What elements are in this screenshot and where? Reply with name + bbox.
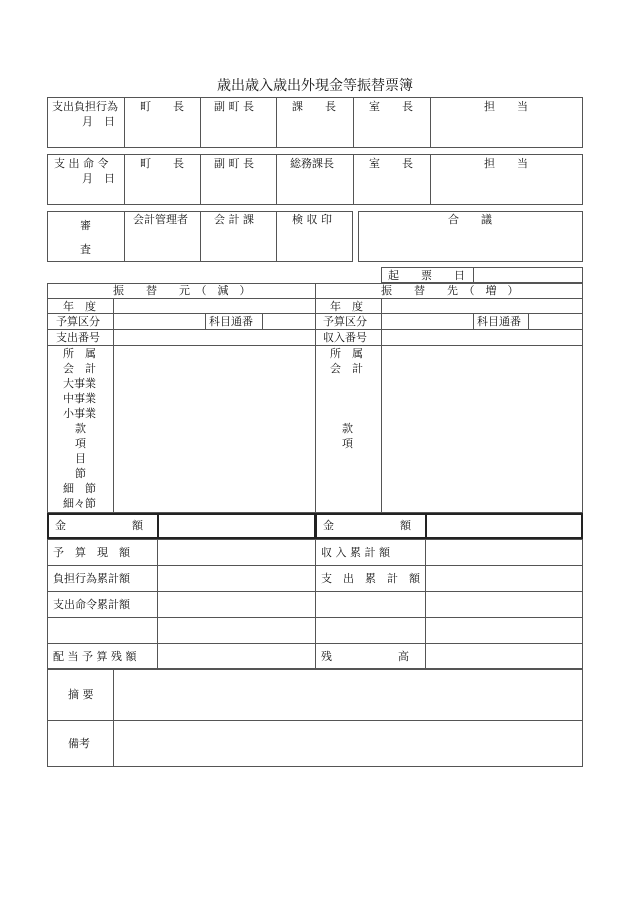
remarks-field[interactable] — [114, 721, 582, 766]
approval2-col-mayor: 町 長 — [140, 157, 184, 170]
audit-col-accounting-manager: 会計管理者 — [133, 213, 188, 226]
left-item-kan: 款 — [75, 422, 86, 435]
summary-label: 摘 要 — [68, 688, 94, 701]
transfer-destination-header: 振 替 先 （ 増 ） — [381, 284, 519, 297]
approval2-col-office-chief: 室 長 — [369, 157, 413, 170]
approval1-date-label: 月 日 — [82, 115, 115, 128]
left-item-account: 会 計 — [63, 362, 96, 375]
right-revenue-no-label: 収入番号 — [323, 331, 367, 344]
issue-date-field[interactable] — [474, 268, 582, 282]
left-item-affiliation: 所 属 — [63, 347, 96, 360]
right-subject-no-label: 科目通番 — [477, 315, 521, 328]
approval1-label: 支出負担行為 — [52, 100, 118, 113]
left-expense-no-label: 支出番号 — [56, 331, 100, 344]
budget-current-label: 予 算 現 額 — [53, 546, 130, 559]
payment-order-total-label: 支出命令累計額 — [53, 598, 130, 611]
left-item-mid-project: 中事業 — [63, 392, 96, 405]
approval1-col-office-chief: 室 長 — [369, 100, 413, 113]
form-title: 歳出歳入歳出外現金等振替票簿 — [217, 78, 413, 94]
left-budget-label: 予算区分 — [56, 315, 100, 328]
summary-field[interactable] — [114, 670, 582, 720]
right-year-label: 年 度 — [330, 300, 363, 313]
audit-col-accounting-section: 会 計 課 — [214, 213, 254, 226]
left-subject-no-label: 科目通番 — [209, 315, 253, 328]
left-item-setsu: 節 — [75, 467, 86, 480]
commitment-total-label: 負担行為累計額 — [53, 572, 130, 585]
left-item-minor-project: 小事業 — [63, 407, 96, 420]
approval2-col-vice-mayor: 副 町 長 — [214, 157, 254, 170]
amount-left-label: 金 額 — [55, 519, 143, 532]
approval1-col-vice-mayor: 副 町 長 — [214, 100, 254, 113]
audit-col-inspection-seal: 検 収 印 — [292, 213, 332, 226]
remarks-label: 備考 — [68, 737, 90, 750]
left-year-label: 年 度 — [63, 300, 96, 313]
approval2-label: 支 出 命 令 — [54, 157, 109, 170]
transfer-source-header: 振 替 元 （ 減 ） — [113, 284, 251, 297]
approval2-col-general-affairs: 総務課長 — [290, 157, 334, 170]
right-item-account: 会 計 — [330, 362, 363, 375]
revenue-total-label: 収 入 累 計 額 — [321, 546, 390, 559]
expenditure-total-label: 支 出 累 計 額 — [321, 572, 420, 585]
amount-left-value-cell[interactable] — [157, 513, 316, 539]
amount-right-label: 金 額 — [323, 519, 411, 532]
issue-date-label: 起 票 日 — [388, 269, 465, 282]
right-item-kan: 款 — [342, 422, 353, 435]
left-item-sub-sub-setsu: 細々節 — [63, 497, 96, 510]
audit-label-bottom: 査 — [80, 243, 91, 256]
right-budget-label: 予算区分 — [323, 315, 367, 328]
balance-label: 残 高 — [321, 650, 409, 663]
consultation-label: 合 議 — [448, 213, 492, 226]
left-item-kou: 項 — [75, 437, 86, 450]
left-item-major-project: 大事業 — [63, 377, 96, 390]
amount-right-value-cell[interactable] — [425, 513, 583, 539]
approval1-col-mayor: 町 長 — [140, 100, 184, 113]
left-item-moku: 目 — [75, 452, 86, 465]
approval1-col-staff: 担 当 — [484, 100, 528, 113]
allocated-budget-remaining-label: 配 当 予 算 残 額 — [53, 650, 137, 663]
approval2-col-staff: 担 当 — [484, 157, 528, 170]
audit-label-top: 審 — [80, 219, 91, 232]
right-item-affiliation: 所 属 — [330, 347, 363, 360]
left-item-sub-setsu: 細 節 — [63, 482, 96, 495]
right-item-kou: 項 — [342, 437, 353, 450]
approval2-date-label: 月 日 — [82, 172, 115, 185]
approval1-col-section-chief: 課 長 — [292, 100, 336, 113]
